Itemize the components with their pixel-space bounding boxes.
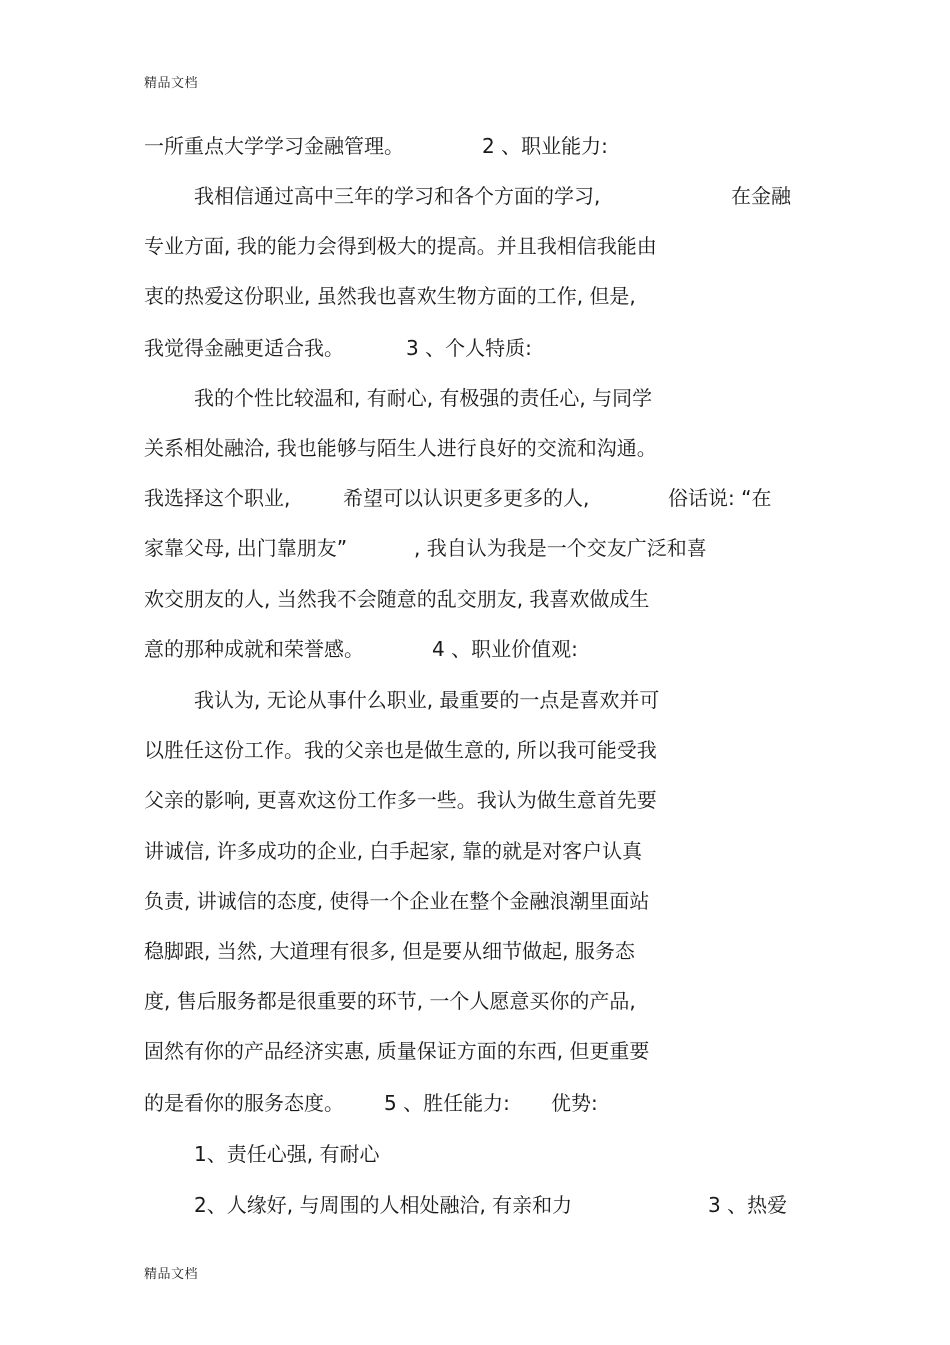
- text-segment: 衷的热爱这份职业, 虽然我也喜欢生物方面的工作, 但是,: [144, 284, 636, 308]
- text-segment: 俗话说: “在: [668, 486, 772, 510]
- text-segment: 父亲的影响, 更喜欢这份工作多一些。我认为做生意首先要: [144, 788, 657, 812]
- text-segment: 我选择这个职业,: [144, 486, 291, 510]
- text-segment: 意的那种成就和荣誉感。: [144, 637, 364, 661]
- page-footer: 精品文档: [144, 1267, 199, 1282]
- text-segment: 负责, 讲诚信的态度, 使得一个企业在整个金融浪潮里面站: [144, 889, 650, 913]
- text-segment: 2、人缘好, 与周围的人相处融洽, 有亲和力: [194, 1193, 573, 1217]
- text-segment: 我认为, 无论从事什么职业, 最重要的一点是喜欢并可: [194, 688, 660, 712]
- text-segment: 专业方面, 我的能力会得到极大的提高。并且我相信我能由: [144, 234, 657, 258]
- text-segment: 的是看你的服务态度。: [144, 1091, 344, 1115]
- text-segment: 2 、职业能力:: [482, 134, 608, 158]
- text-segment: 稳脚跟, 当然, 大道理有很多, 但是要从细节做起, 服务态: [144, 939, 635, 963]
- text-segment: 家靠父母, 出门靠朋友”: [144, 536, 348, 560]
- text-segment: 4 、职业价值观:: [432, 637, 578, 661]
- page-header: 精品文档: [144, 76, 199, 91]
- text-segment: 讲诚信, 许多成功的企业, 白手起家, 靠的就是对客户认真: [144, 839, 643, 863]
- text-segment: 欢交朋友的人, 当然我不会随意的乱交朋友, 我喜欢做成生: [144, 587, 650, 611]
- text-segment: 5 、胜任能力:: [384, 1091, 510, 1115]
- text-segment: 我的个性比较温和, 有耐心, 有极强的责任心, 与同学: [194, 386, 653, 410]
- text-segment: 一所重点大学学习金融管理。: [144, 134, 404, 158]
- text-segment: 在金融: [731, 184, 791, 208]
- text-segment: 关系相处融洽, 我也能够与陌生人进行良好的交流和沟通。: [144, 436, 657, 460]
- text-segment: , 我自认为我是一个交友广泛和喜: [414, 536, 707, 560]
- text-segment: 度, 售后服务都是很重要的环节, 一个人愿意买你的产品,: [144, 989, 636, 1013]
- text-segment: 以胜任这份工作。我的父亲也是做生意的, 所以我可能受我: [144, 738, 657, 762]
- text-segment: 3 、热爱: [708, 1193, 788, 1217]
- text-segment: 我觉得金融更适合我。: [144, 336, 344, 360]
- text-segment: 希望可以认识更多更多的人,: [343, 486, 590, 510]
- text-segment: 3 、个人特质:: [406, 336, 532, 360]
- text-segment: 1、责任心强, 有耐心: [194, 1142, 380, 1166]
- text-segment: 我相信通过高中三年的学习和各个方面的学习,: [194, 184, 601, 208]
- text-segment: 优势:: [551, 1091, 598, 1115]
- text-segment: 固然有你的产品经济实惠, 质量保证方面的东西, 但更重要: [144, 1039, 650, 1063]
